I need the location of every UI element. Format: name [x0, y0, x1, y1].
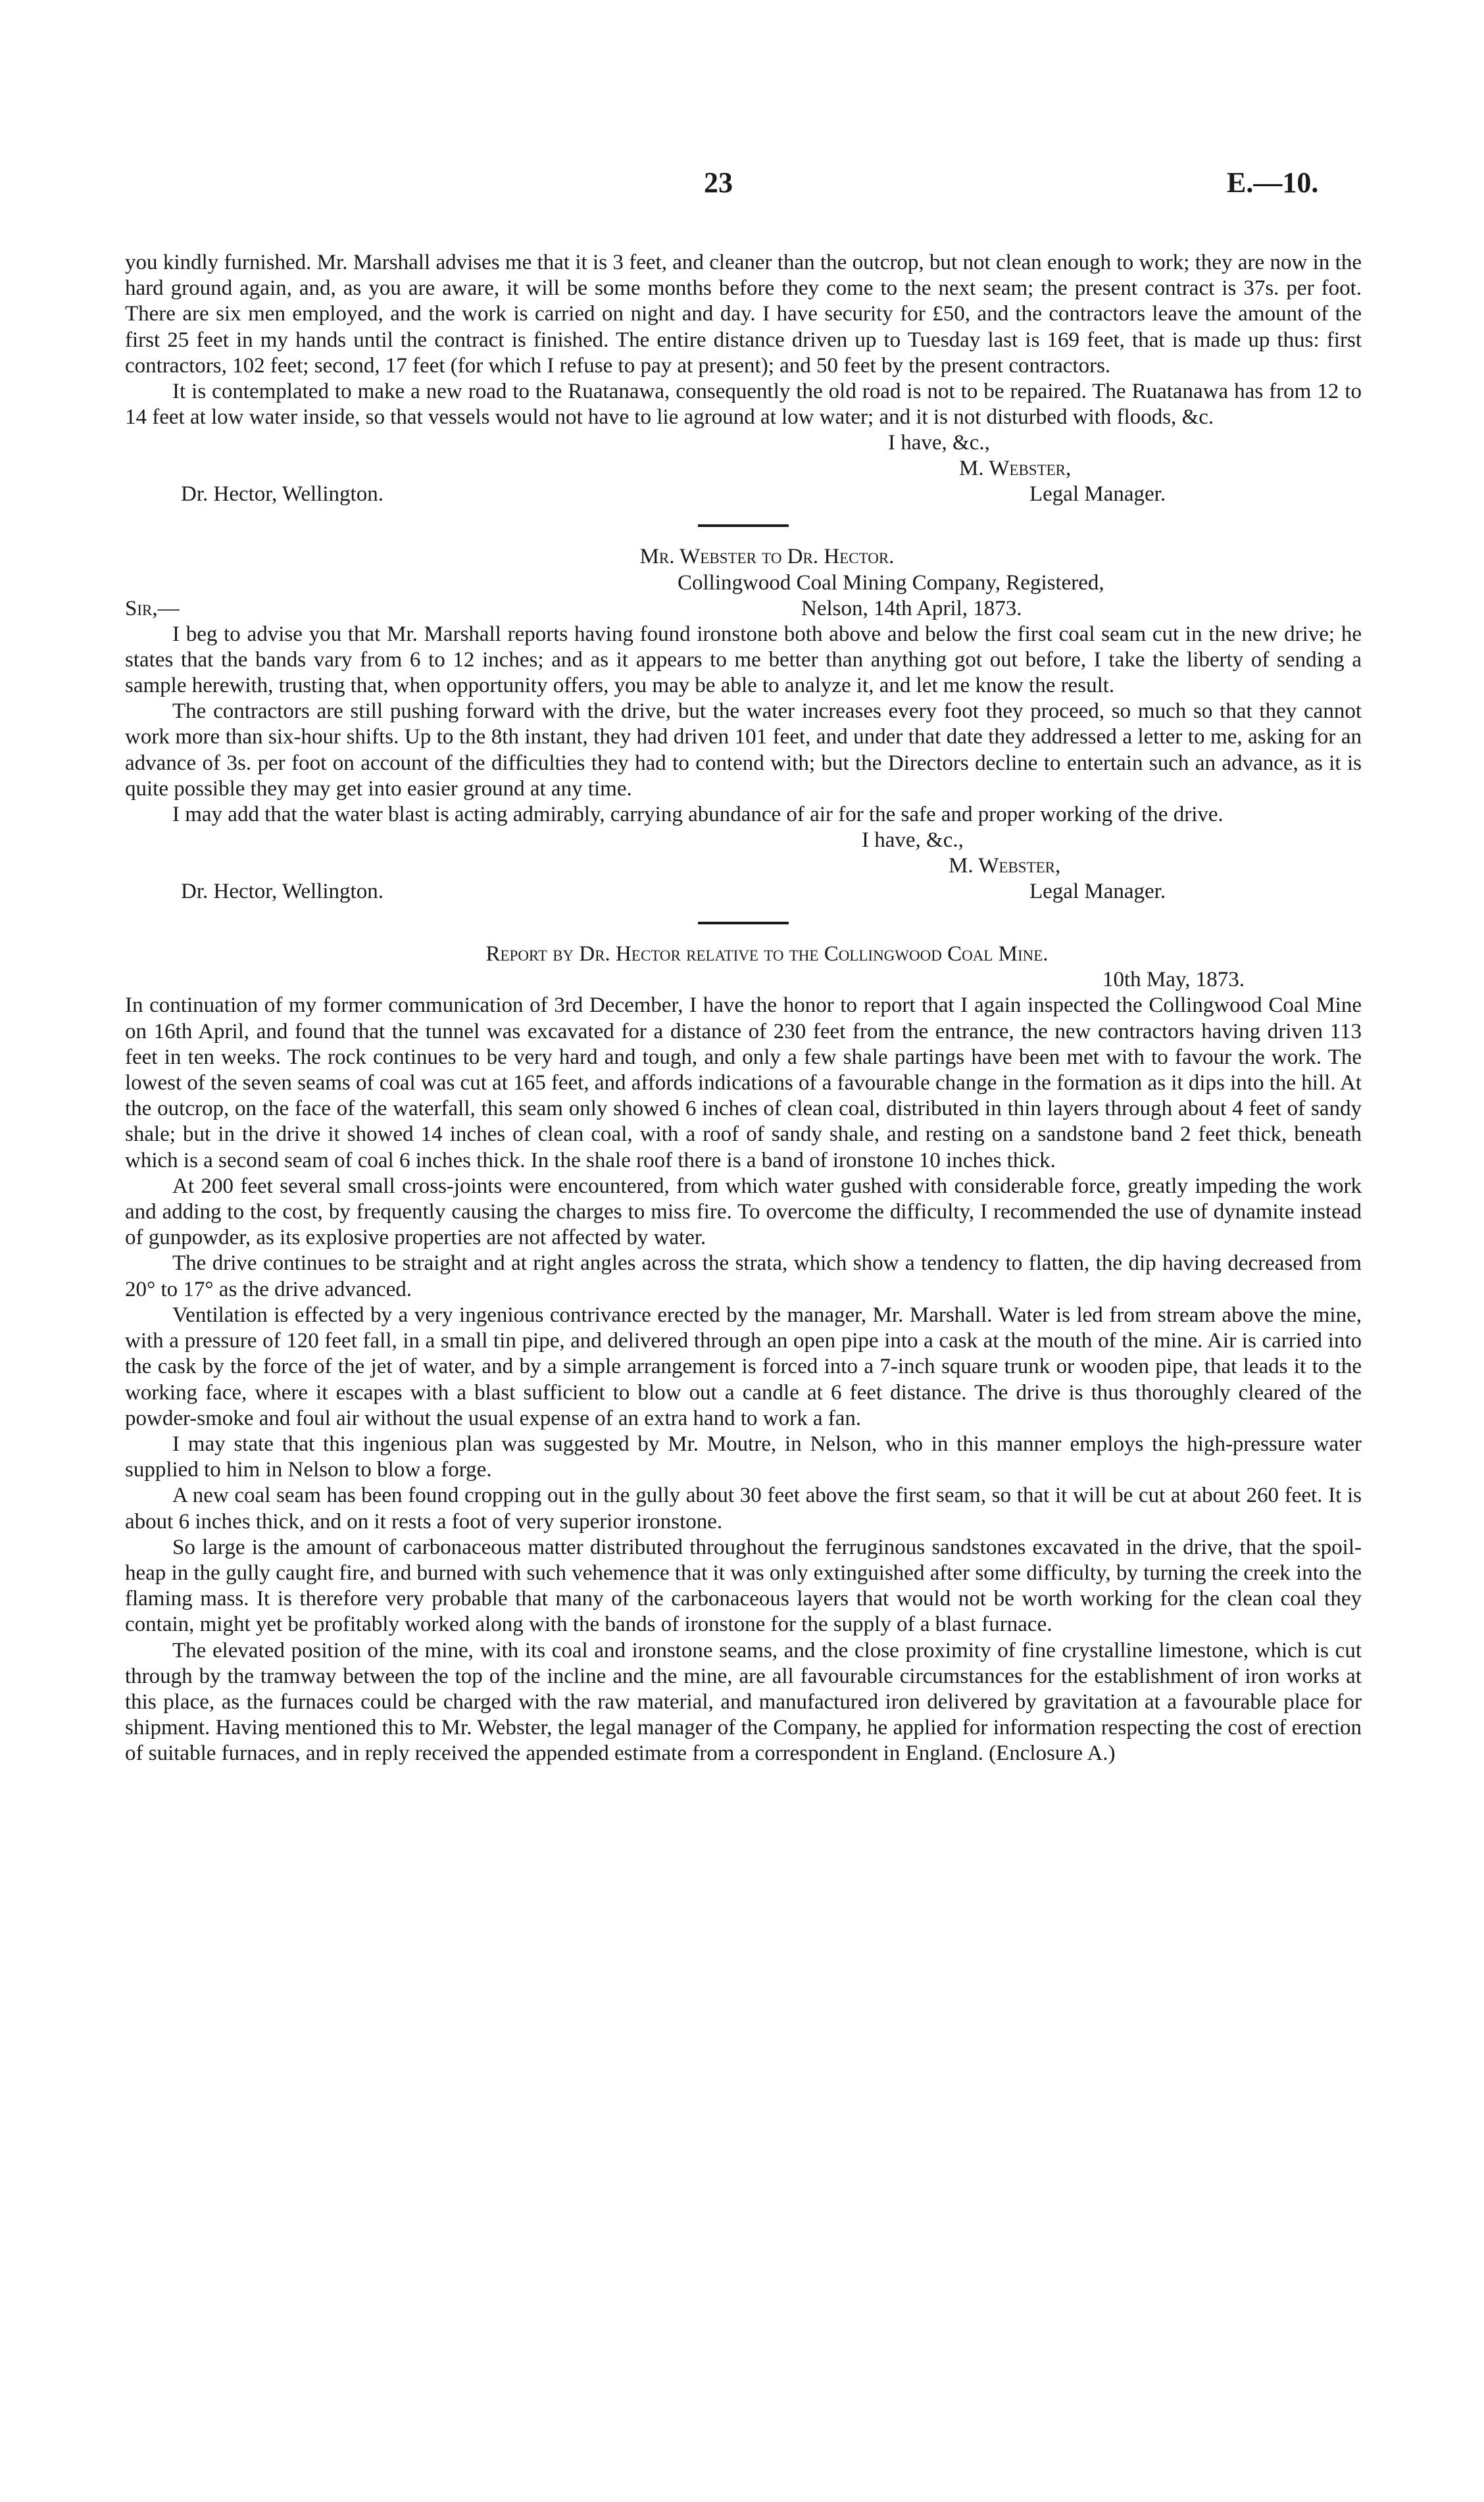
letter2-company: Collingwood Coal Mining Company, Registered, — [678, 570, 1104, 595]
letter2-heading: Mr. Webster to Dr. Hector. — [639, 545, 895, 569]
letter2-signature: M. Webster, — [949, 854, 1061, 878]
letter2-salutation: Sir,— — [125, 596, 180, 620]
letter1-paragraph-1: you kindly furnished. Mr. Marshall advises me that it is 3 feet, and cleaner than the outcrop, but not clean enough to work; they are now in the hard ground again, and, as you are aware, it will be some months before they come to the next seam; the present contract is 37s. per foot. There are six men employed, and the work is carried on night and day. I have security for £50, and the contractors leave the amount of the first 25 feet in my hands until the contract is finished. The entire distance driven up to Tuesday last is 169 feet, that is made up thus: first contractors, 102 feet; second, 17 feet (for which I refuse to pay at present); and 50 feet by the present contractors. — [125, 251, 1362, 378]
report-date-row — [125, 967, 1362, 993]
letter2-closing-row — [125, 828, 1362, 853]
letter2-company-row — [125, 570, 1362, 596]
section-divider — [698, 524, 789, 527]
letter-continuation — [125, 250, 1362, 507]
letter1-footer-row — [125, 482, 1362, 507]
letter1-title: Legal Manager. — [1029, 482, 1166, 507]
letter2-signature-row — [125, 853, 1362, 879]
letter2-title: Legal Manager. — [1029, 880, 1166, 904]
report-collingwood-coal-mine — [125, 941, 1362, 1766]
letter1-signature-row — [125, 456, 1362, 482]
letter2-paragraph-1: I beg to advise you that Mr. Marshall reports having found ironstone both above and below the first coal seam cut in the new drive; he states that the bands vary from 6 to 12 inches; and as it appears to me better than anything got out before, I take the liberty of sending a sample herewith, trusting that, when opportunity offers, you may be able to analyze it, and let me know the result. — [125, 622, 1362, 698]
report-heading: Report by Dr. Hector relative to the Collingwood Coal Mine. — [485, 942, 1049, 966]
letter2-closing: I have, &c., — [862, 828, 964, 853]
letter1-closing-row — [125, 430, 1362, 456]
report-paragraph-6: A new coal seam has been found cropping out in the gully about 30 feet above the first seam, so that it will be cut at about 260 feet. It is about 6 inches thick, and on it rests a foot of very superior ironstone. — [125, 1484, 1362, 1534]
letter2-place-date: Nelson, 14th April, 1873. — [801, 596, 1022, 620]
letter1-signature: M. Webster, — [959, 457, 1072, 481]
report-paragraph-8: The elevated position of the mine, with its coal and ironstone seams, and the close proximity of fine crystalline limestone, which is cut through by the tramway between the top of the incline and the mine, are all favourable circumstances for the establishment of iron works at this place, as the furnaces could be charged with the raw material, and manufactured iron delivered by gravitation at a favourable place for shipment. Having mentioned this to Mr. Webster, the legal manager of the Company, he applied for information respecting the cost of erection of suitable furnaces, and in reply received the appended estimate from a correspondent in England. (Enclosure A.) — [125, 1638, 1362, 1766]
letter2-paragraph-3: I may add that the water blast is acting admirably, carrying abundance of air for the safe and proper working of the drive. — [172, 803, 1224, 827]
section-divider — [698, 922, 789, 924]
letter2-salutation-row — [125, 596, 1362, 622]
letter2-footer-row — [125, 879, 1362, 905]
report-paragraph-7: So large is the amount of carbonaceous matter distributed throughout the ferruginous sandstones excavated in the drive, that the spoil-heap in the gully caught fire, and burned with such vehemence that it was only extinguished after some difficulty, by turning the creek into the flaming mass. It is therefore very probable that many of the carbonaceous layers that would not be worth working for the clean coal they contain, might yet be profitably worked along with the bands of ironstone for the supply of a blast furnace. — [125, 1535, 1362, 1637]
document-reference: E.—10. — [1227, 166, 1319, 199]
report-paragraph-2: At 200 feet several small cross-joints were encountered, from which water gushed with considerable force, greatly impeding the work and adding to the cost, by frequently causing the charges to miss fire. To overcome the difficulty, I recommended the use of dynamite instead of gunpowder, as its explosive properties are not affected by water. — [125, 1174, 1362, 1250]
letter-webster-to-hector — [125, 544, 1362, 905]
page-number: 23 — [704, 166, 733, 199]
page-header — [0, 166, 1484, 205]
report-paragraph-5: I may state that this ingenious plan was suggested by Mr. Moutre, in Nelson, who in this manner employs the high-pressure water supplied to him in Nelson to blow a forge. — [125, 1432, 1362, 1482]
report-paragraph-1: In continuation of my former communication of 3rd December, I have the honor to report that I again inspected the Collingwood Coal Mine on 16th April, and found that the tunnel was excavated for a distance of 230 feet from the entrance, the new contractors having driven 113 feet in ten weeks. The rock continues to be very hard and tough, and only a few shale partings have been met with to favour the work. The lowest of the seven seams of coal was cut at 165 feet, and affords indications of a favourable change in the formation as it dips into the hill. At the outcrop, on the face of the waterfall, this seam only showed 6 inches of clean coal, distributed in thin layers through about 4 feet of sandy shale; but in the drive it showed 14 inches of clean coal, with a roof of sandy shale, and resting on a sandstone band 2 feet thick, beneath which is a second seam of coal 6 inches thick. In the shale roof there is a band of ironstone 10 inches thick. — [125, 993, 1362, 1172]
page-body — [125, 250, 1362, 1767]
letter1-paragraph-2: It is contemplated to make a new road to the Ruatanawa, consequently the old road is not to be repaired. The Ruatanawa has from 12 to 14 feet at low water inside, so that vessels would not have to lie aground at low water; and it is not disturbed with floods, &c. — [125, 380, 1362, 430]
report-date: 10th May, 1873. — [1102, 968, 1245, 992]
letter2-paragraph-2: The contractors are still pushing forward with the drive, but the water increases every foot they proceed, so much so that they cannot work more than six-hour shifts. Up to the 8th instant, they had driven 101 feet, and under that date they addressed a letter to me, asking for an advance of 3s. per foot on account of the difficulties they had to contend with; but the Directors decline to entertain such an advance, as it is quite possible they may get into easier ground at any time. — [125, 699, 1362, 801]
letter2-addressee: Dr. Hector, Wellington. — [181, 880, 383, 904]
letter1-closing: I have, &c., — [888, 431, 990, 455]
report-paragraph-4: Ventilation is effected by a very ingenious contrivance erected by the manager, Mr. Marshall. Water is led from stream above the mine, with a pressure of 120 feet fall, in a small tin pipe, and delivered through an open pipe into a cask at the mouth of the mine. Air is carried into the cask by the force of the jet of water, and by a simple arrangement is forced into a 7-inch square trunk or wooden pipe, that leads it to the working face, where it escapes with a blast sufficient to blow out a candle at 6 feet distance. The drive is thus thoroughly cleared of the powder-smoke and foul air without the usual expense of an extra hand to work a fan. — [125, 1303, 1362, 1430]
letter1-addressee: Dr. Hector, Wellington. — [181, 482, 383, 507]
report-paragraph-3: The drive continues to be straight and at right angles across the strata, which show a tendency to flatten, the dip having decreased from 20° to 17° as the drive advanced. — [125, 1251, 1362, 1301]
